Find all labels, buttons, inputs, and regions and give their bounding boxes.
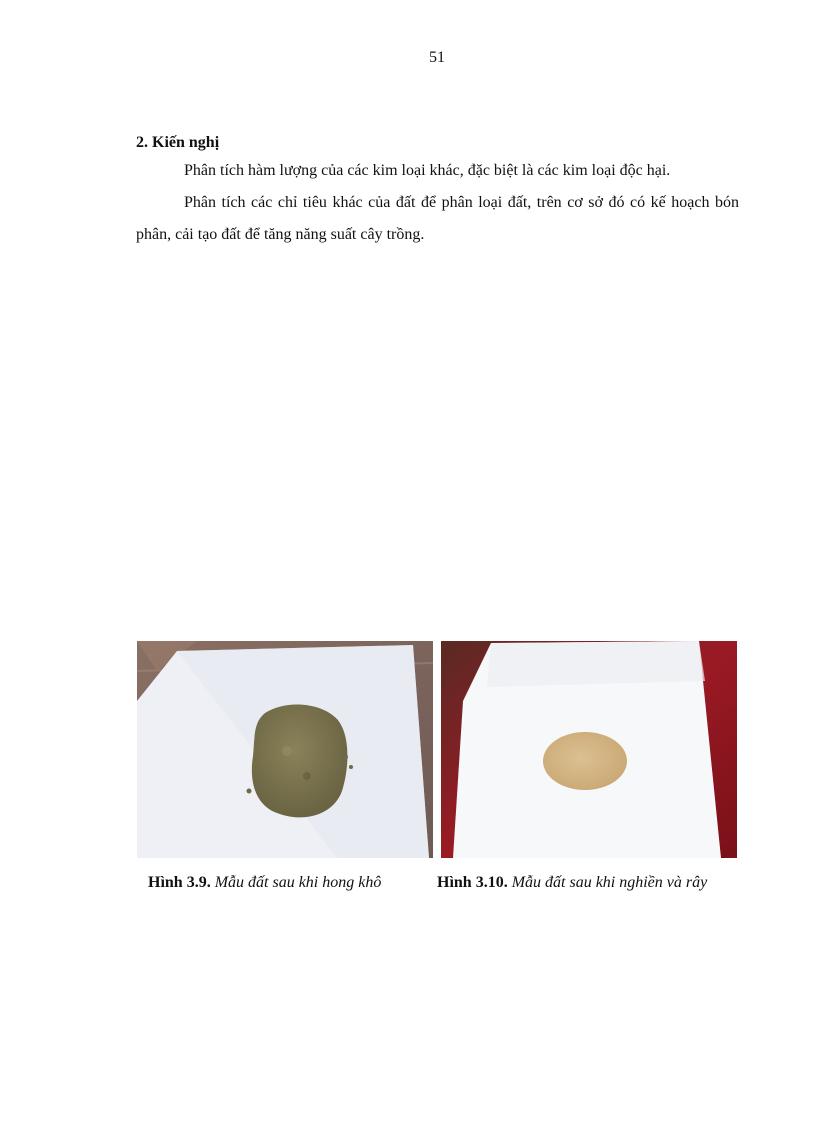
paragraph-1: Phân tích hàm lượng của các kim loại khác, đặc biệt là các kim loại độc hại. <box>184 162 671 179</box>
figure-3-10-photo <box>441 641 737 858</box>
figure-3-9-caption <box>148 874 381 892</box>
section-heading: 2. Kiến nghị <box>136 134 220 151</box>
page-number: 51 <box>429 49 445 66</box>
figure-3-10-caption-text: Mẫu đất sau khi nghiền và rây <box>507 874 708 891</box>
figure-3-9-photo <box>137 641 433 858</box>
figure-3-9-label: Hình 3.9. <box>148 874 211 891</box>
figure-3-10-caption <box>437 874 707 892</box>
paragraph-2: Phân tích các chỉ tiêu khác của đất để phân loại đất, trên cơ sở đó có kế hoạch bón phân, cải tạo đất để tăng năng suất cây trồng. <box>136 194 739 243</box>
figure-3-9-caption-text: Mẫu đất sau khi hong khô <box>210 874 382 891</box>
figure-3-10-label: Hình 3.10. <box>437 874 508 891</box>
document-body <box>136 131 739 251</box>
